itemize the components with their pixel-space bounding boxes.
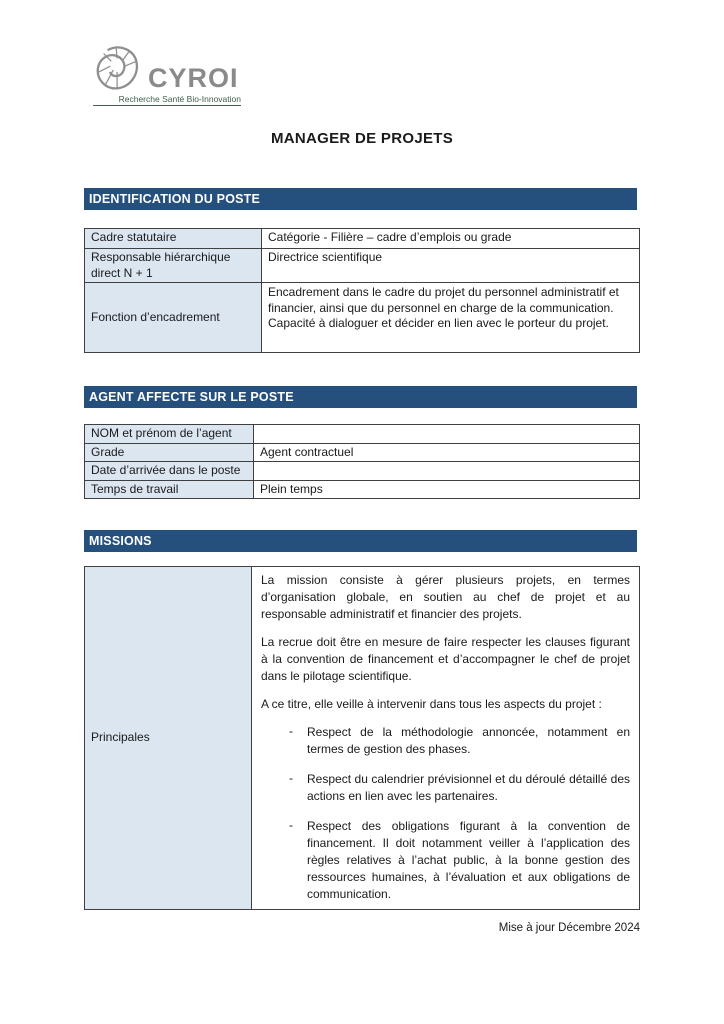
row-label: Grade xyxy=(85,443,254,462)
missions-paragraph: A ce titre, elle veille à intervenir dans tous les aspects du projet : xyxy=(261,697,602,711)
agent-table xyxy=(84,424,640,499)
update-date-note: Mise à jour Décembre 2024 xyxy=(498,922,640,934)
bullet-text: Respect de la méthodologie annoncée, notamment en termes de gestion des phases. xyxy=(307,725,630,756)
missions-content-cell xyxy=(252,567,640,910)
cyroi-logo-tagline: Recherche Santé Bio-Innovation xyxy=(93,94,241,106)
table-row xyxy=(85,443,640,462)
bullet-dash: - xyxy=(289,724,293,738)
row-label: Principales xyxy=(85,567,252,910)
cyroi-logo-text: CYROI xyxy=(148,63,239,93)
row-value xyxy=(254,425,640,444)
row-label: Fonction d’encadrement xyxy=(85,283,262,353)
missions-bullet-item xyxy=(261,818,630,903)
table-row xyxy=(85,229,640,249)
row-value: Encadrement dans le cadre du projet du personnel administratif et financier, ainsi que du personnel en charge de la communication. Capacité à dialoguer et décider en lien avec le porteur du projet. xyxy=(262,283,640,353)
table-row xyxy=(85,567,640,910)
row-value: Agent contractuel xyxy=(254,443,640,462)
row-label: NOM et prénom de l’agent xyxy=(85,425,254,444)
bullet-dash: - xyxy=(289,771,293,785)
nautilus-shell-icon xyxy=(93,42,147,98)
row-value: Directrice scientifique xyxy=(262,249,640,283)
cyroi-logo xyxy=(93,42,241,106)
row-label: Cadre statutaire xyxy=(85,229,262,249)
missions-bullet-item xyxy=(261,771,630,805)
table-row xyxy=(85,249,640,283)
bullet-text: Respect du calendrier prévisionnel et du déroulé détaillé des actions en lien avec les partenaires. xyxy=(307,772,630,803)
table-row xyxy=(85,462,640,481)
section-header-identification-du-poste: IDENTIFICATION DU POSTE xyxy=(84,188,637,210)
cyroi-logo-row xyxy=(93,42,241,98)
row-value: Plein temps xyxy=(254,480,640,499)
row-label: Temps de travail xyxy=(85,480,254,499)
row-value xyxy=(254,462,640,481)
identification-table xyxy=(84,228,640,353)
missions-paragraph: La mission consiste à gérer plusieurs projets, en termes d’organisation globale, en soutien au chef de projet et au responsable administratif et financier des projets. xyxy=(261,573,630,621)
table-row xyxy=(85,480,640,499)
row-value: Catégorie - Filière – cadre d’emplois ou grade xyxy=(262,229,640,249)
table-row xyxy=(85,283,640,353)
section-header-missions: MISSIONS xyxy=(84,530,637,552)
bullet-text: Respect des obligations figurant à la convention de financement. Il doit notamment veiller à l’application des règles relatives à l’achat public, à la bonne gestion des ressources humaines, à l’évaluation et aux obligations de communication. xyxy=(307,819,630,901)
bullet-dash: - xyxy=(289,818,293,832)
missions-paragraph: La recrue doit être en mesure de faire respecter les clauses figurant à la convention de financement et d’accompagner le chef de projet dans le pilotage scientifique. xyxy=(261,635,630,683)
missions-bullet-item xyxy=(261,724,630,758)
section-header-agent-affecte: AGENT AFFECTE SUR LE POSTE xyxy=(84,386,637,408)
missions-table xyxy=(84,566,640,910)
table-row xyxy=(85,425,640,444)
page-title: MANAGER DE PROJETS xyxy=(270,130,454,147)
row-label: Responsable hiérarchique direct N + 1 xyxy=(85,249,262,283)
row-label: Date d’arrivée dans le poste xyxy=(85,462,254,481)
